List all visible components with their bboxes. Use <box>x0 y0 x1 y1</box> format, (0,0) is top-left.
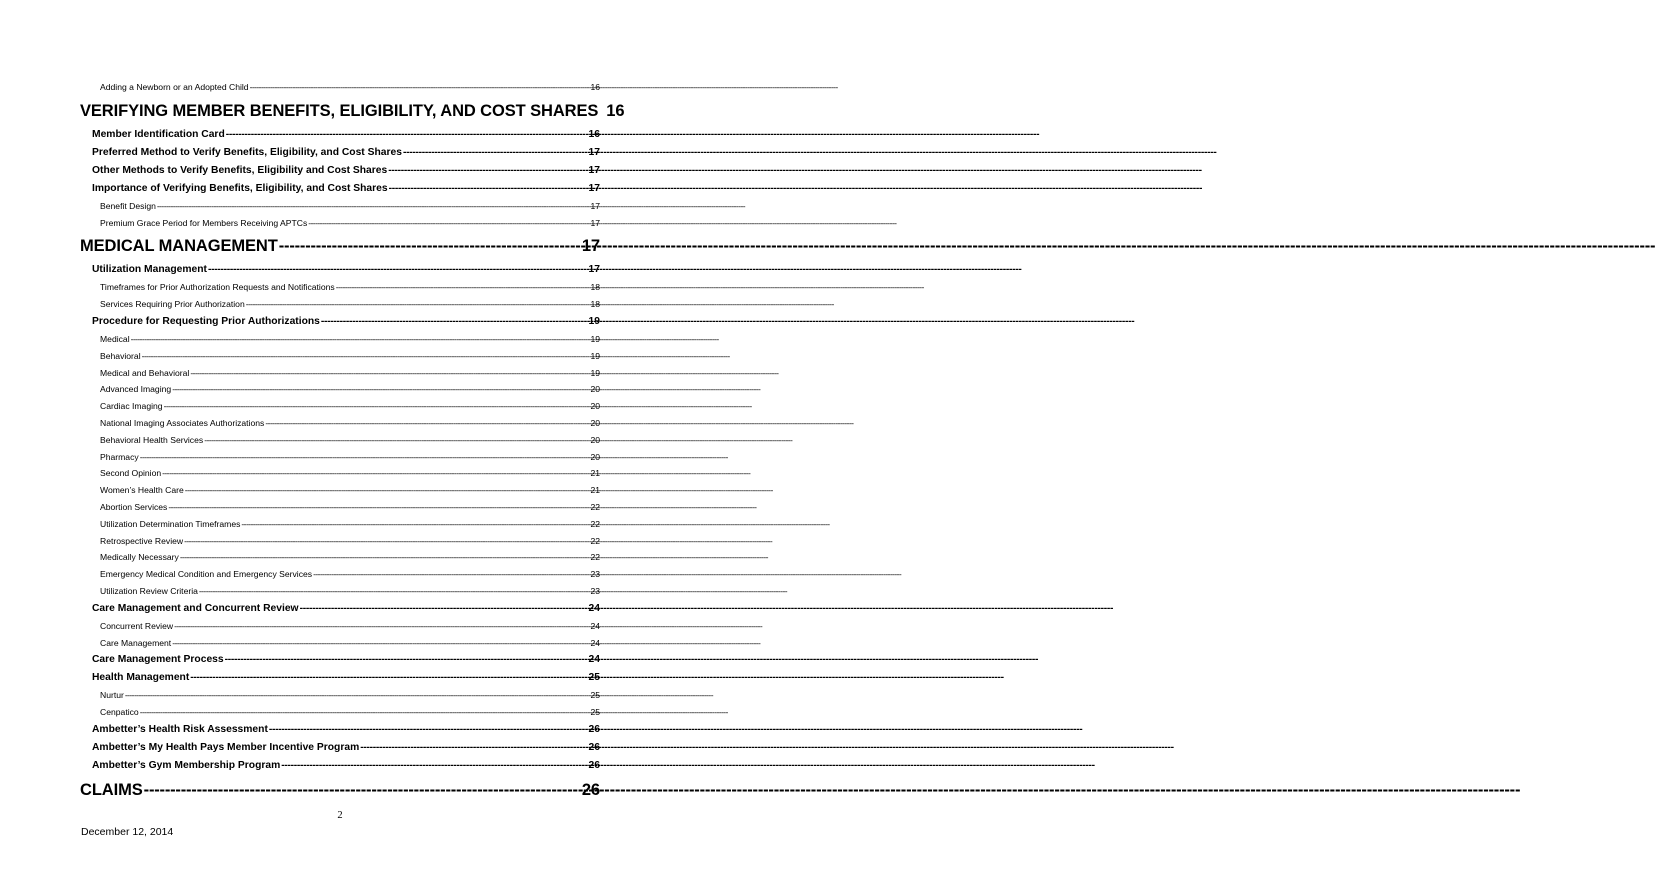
toc-entry-page: 19 <box>590 350 600 361</box>
toc-entry[interactable] <box>80 583 600 600</box>
toc-entry-title: MEDICAL MANAGEMENT <box>80 237 278 256</box>
toc-entry-page: 20 <box>590 434 600 445</box>
toc-leader <box>225 651 588 669</box>
toc-entry-page: 23 <box>590 569 600 580</box>
toc-leader <box>144 778 581 802</box>
toc-entry-page: 18 <box>590 299 600 310</box>
toc-entry-page: 17 <box>588 182 600 194</box>
toc-entry-title: National Imaging Associates Authorizations <box>100 417 265 428</box>
toc-entry[interactable] <box>80 687 600 704</box>
toc-entry-title: Women’s Health Care <box>100 485 184 496</box>
toc-entry-title: Utilization Management <box>92 264 207 276</box>
toc-entry-page: 26 <box>588 723 600 735</box>
toc-leader <box>208 261 588 279</box>
toc-entry[interactable] <box>80 279 600 296</box>
toc-entry-page: 17 <box>590 200 600 211</box>
toc-entry-page: 21 <box>590 468 600 479</box>
toc-leader <box>162 465 589 482</box>
toc-entry-title: Pharmacy <box>100 451 139 462</box>
toc-entry[interactable] <box>80 635 600 652</box>
toc-entry[interactable] <box>80 415 600 432</box>
toc-leader <box>199 583 590 600</box>
toc-entry[interactable] <box>80 261 600 279</box>
toc-entry-page: 16 <box>606 101 625 120</box>
toc-entry-page: 22 <box>590 518 600 529</box>
toc-leader <box>246 296 590 313</box>
toc-leader <box>157 198 590 215</box>
toc-leader <box>172 381 589 398</box>
toc-entry[interactable] <box>80 331 600 348</box>
toc-entry-title: Care Management and Concurrent Review <box>92 602 299 614</box>
toc-entry[interactable] <box>80 348 600 365</box>
toc-entry[interactable] <box>80 778 600 802</box>
toc-entry[interactable] <box>80 398 600 415</box>
toc-entry-title: Cardiac Imaging <box>100 401 163 412</box>
toc-entry-page: 25 <box>590 690 600 701</box>
toc-entry-title: Services Requiring Prior Authorization <box>100 299 245 310</box>
toc-entry[interactable] <box>80 566 600 583</box>
toc-entry-page: 19 <box>588 315 600 327</box>
toc-entry-title: Advanced Imaging <box>100 384 172 395</box>
toc-leader <box>190 365 589 382</box>
toc-leader <box>250 79 590 96</box>
toc-entry-page: 25 <box>588 672 600 684</box>
toc-entry[interactable] <box>80 381 600 398</box>
toc-entry[interactable] <box>80 465 600 482</box>
toc-entry[interactable] <box>80 651 600 669</box>
toc-leader <box>140 449 590 466</box>
toc-leader <box>164 398 590 415</box>
toc-entry-title: CLAIMS <box>80 780 143 799</box>
toc-leader <box>388 162 587 180</box>
toc-entry-page: 17 <box>588 146 600 158</box>
toc-entry[interactable] <box>80 126 600 144</box>
toc-entry[interactable] <box>80 198 600 215</box>
toc-entry-title: Utilization Determination Timeframes <box>100 518 241 529</box>
toc-entry-page: 17 <box>590 217 600 228</box>
toc-entry[interactable] <box>80 600 600 618</box>
toc-entry-page: 26 <box>588 741 600 753</box>
toc-leader <box>313 566 589 583</box>
footer-date: December 12, 2014 <box>81 826 174 838</box>
toc-entry-title: Abortion Services <box>100 501 168 512</box>
toc-leader <box>265 415 589 432</box>
toc-entry-title: Ambetter’s Gym Membership Program <box>92 759 281 771</box>
toc-entry-page: 17 <box>588 264 600 276</box>
toc-entry-page: 24 <box>588 654 600 666</box>
toc-entry-title: VERIFYING MEMBER BENEFITS, ELIGIBILITY, AND COST SHARES <box>80 101 599 120</box>
toc-leader <box>168 499 589 516</box>
toc-entry[interactable] <box>80 144 600 162</box>
toc-entry[interactable] <box>80 499 600 516</box>
toc-leader <box>180 549 590 566</box>
toc-entry[interactable] <box>80 516 600 533</box>
toc-entry-title: Medical <box>100 333 130 344</box>
toc-leader <box>125 687 590 704</box>
toc-entry[interactable] <box>80 432 600 449</box>
toc-entry-page: 25 <box>590 707 600 718</box>
toc-entry[interactable] <box>80 180 600 198</box>
toc-entry[interactable] <box>80 215 600 232</box>
toc-entry[interactable] <box>80 549 600 566</box>
toc-entry-title: Cenpatico <box>100 707 139 718</box>
toc-entry[interactable] <box>80 234 600 258</box>
toc-entry-page: 23 <box>590 585 600 596</box>
toc-entry-page: 24 <box>590 637 600 648</box>
toc-entry[interactable] <box>80 99 625 123</box>
toc-entry[interactable] <box>80 296 600 313</box>
toc-leader <box>185 482 590 499</box>
toc-entry-title: Importance of Verifying Benefits, Eligibility, and Cost Shares <box>92 182 388 194</box>
toc-entry-title: Behavioral Health Services <box>100 434 204 445</box>
toc-entry-page: 20 <box>590 384 600 395</box>
toc-entry-title: Ambetter’s Health Risk Assessment <box>92 723 268 735</box>
toc-entry-page: 26 <box>588 759 600 771</box>
toc-entry[interactable] <box>80 482 600 499</box>
toc-entry[interactable] <box>80 704 600 721</box>
toc-entry[interactable] <box>80 721 600 739</box>
toc-entry-title: Care Management Process <box>92 654 224 666</box>
toc-leader <box>321 313 588 331</box>
toc-entry-title: Retrospective Review <box>100 535 184 546</box>
toc-entry-page: 22 <box>590 552 600 563</box>
toc-entry-page: 22 <box>590 535 600 546</box>
toc-leader <box>279 234 581 258</box>
toc-entry[interactable] <box>80 79 600 96</box>
toc-entry-title: Behavioral <box>100 350 141 361</box>
toc-entry-page: 16 <box>588 128 600 140</box>
toc-entry-page: 20 <box>590 451 600 462</box>
toc-leader <box>131 331 590 348</box>
table-of-contents <box>80 79 625 805</box>
toc-entry[interactable] <box>80 669 600 687</box>
toc-entry[interactable] <box>80 162 600 180</box>
toc-leader <box>336 279 590 296</box>
toc-entry-page: 24 <box>590 620 600 631</box>
toc-entry-page: 26 <box>581 780 600 799</box>
toc-entry-title: Medically Necessary <box>100 552 179 563</box>
toc-entry-title: Premium Grace Period for Members Receiving APTCs <box>100 217 308 228</box>
toc-entry-page: 20 <box>590 417 600 428</box>
toc-entry-title: Care Management <box>100 637 172 648</box>
toc-leader <box>204 432 589 449</box>
toc-entry-page: 20 <box>590 401 600 412</box>
toc-entry-page: 24 <box>588 602 600 614</box>
toc-entry-title: Medical and Behavioral <box>100 367 190 378</box>
toc-entry-page: 21 <box>590 485 600 496</box>
toc-leader <box>190 669 587 687</box>
toc-leader <box>174 618 589 635</box>
toc-entry-title: Emergency Medical Condition and Emergency Services <box>100 569 313 580</box>
toc-entry-page: 19 <box>590 367 600 378</box>
toc-entry[interactable] <box>80 618 600 635</box>
page-number: 2 <box>337 810 343 821</box>
toc-entry-title: Benefit Design <box>100 200 156 211</box>
toc-entry-title: Concurrent Review <box>100 620 174 631</box>
toc-entry-title: Health Management <box>92 672 190 684</box>
toc-leader <box>226 126 588 144</box>
toc-leader <box>360 739 587 757</box>
toc-leader <box>269 721 588 739</box>
toc-entry-title: Preferred Method to Verify Benefits, Eligibility, and Cost Shares <box>92 146 402 158</box>
toc-leader <box>241 516 589 533</box>
toc-entry-title: Adding a Newborn or an Adopted Child <box>100 82 249 92</box>
toc-entry-page: 17 <box>588 164 600 176</box>
toc-entry[interactable] <box>80 757 600 775</box>
toc-leader <box>403 144 588 162</box>
toc-entry-title: Other Methods to Verify Benefits, Eligibility and Cost Shares <box>92 164 388 176</box>
toc-entry-page: 22 <box>590 501 600 512</box>
toc-entry[interactable] <box>80 739 600 757</box>
toc-entry-page: 17 <box>581 237 600 256</box>
toc-leader <box>308 215 589 232</box>
toc-entry-title: Procedure for Requesting Prior Authorizations <box>92 315 320 327</box>
toc-leader <box>300 600 588 618</box>
toc-entry-title: Nurtur <box>100 690 124 701</box>
toc-entry[interactable] <box>80 365 600 382</box>
toc-leader <box>281 757 587 775</box>
toc-leader <box>140 704 590 721</box>
toc-entry-title: Member Identification Card <box>92 128 225 140</box>
toc-entry-page: 18 <box>590 282 600 293</box>
toc-leader <box>142 348 590 365</box>
toc-entry-page: 16 <box>590 82 600 92</box>
toc-entry-title: Second Opinion <box>100 468 162 479</box>
toc-entry-title: Ambetter’s My Health Pays Member Incentive Program <box>92 741 360 753</box>
toc-entry-title: Utilization Review Criteria <box>100 585 198 596</box>
toc-entry-title: Timeframes for Prior Authorization Requests and Notifications <box>100 282 335 293</box>
toc-leader <box>389 180 588 198</box>
toc-entry[interactable] <box>80 533 600 550</box>
toc-leader <box>184 533 589 550</box>
toc-leader <box>172 635 589 652</box>
toc-entry[interactable] <box>80 449 600 466</box>
toc-entry[interactable] <box>80 313 600 331</box>
toc-entry-page: 19 <box>590 333 600 344</box>
